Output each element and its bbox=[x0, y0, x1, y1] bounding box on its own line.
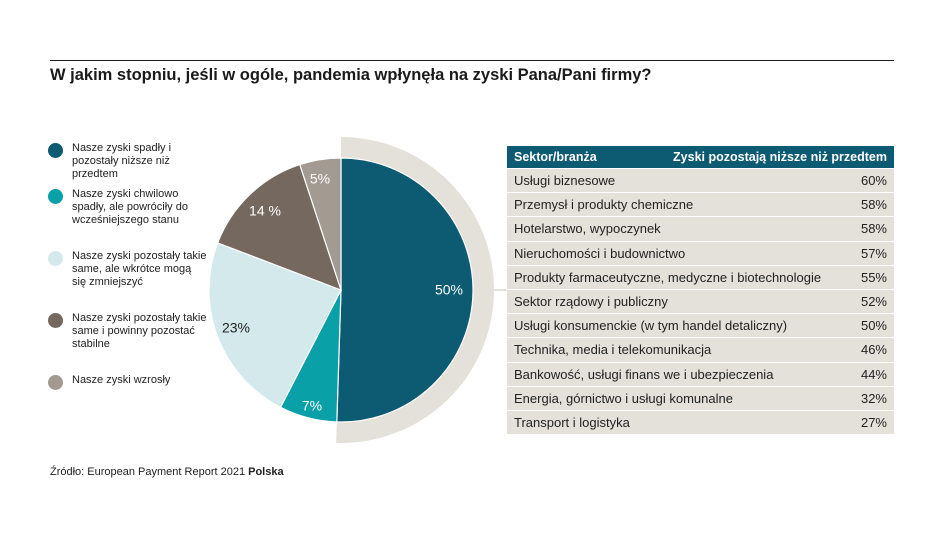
row-sector: Produkty farmaceutyczne, medyczne i biotechnologie bbox=[514, 269, 822, 285]
table-row bbox=[507, 363, 894, 386]
slice-label: 7% bbox=[301, 397, 323, 414]
row-sector: Usługi biznesowe bbox=[514, 173, 616, 189]
legend-label: Nasze zyski pozostały takie same, ale wkrótce mogą się zmniejszyć bbox=[72, 250, 207, 288]
row-value: 57% bbox=[860, 245, 887, 261]
slice-label: 5% bbox=[309, 170, 331, 187]
slice-label: 23% bbox=[221, 319, 251, 336]
row-sector: Przemysł i produkty chemiczne bbox=[514, 197, 694, 213]
source-note bbox=[50, 466, 284, 478]
table-row bbox=[507, 242, 894, 265]
table-row bbox=[507, 290, 894, 313]
row-value: 55% bbox=[860, 269, 887, 285]
row-value: 58% bbox=[860, 221, 887, 237]
source-country: Polska bbox=[248, 466, 284, 478]
row-sector: Nieruchomości i budownictwo bbox=[514, 245, 686, 261]
row-value: 52% bbox=[860, 294, 887, 310]
row-sector: Sektor rządowy i publiczny bbox=[514, 294, 668, 310]
row-value: 58% bbox=[860, 197, 887, 213]
legend-label: Nasze zyski spadły i pozostały niższe niż przedtem bbox=[72, 142, 172, 180]
table-row bbox=[507, 193, 894, 216]
sector-table bbox=[507, 146, 894, 434]
row-value: 27% bbox=[860, 414, 887, 430]
row-sector: Bankowość, usługi finans we i ubezpieczenia bbox=[514, 366, 774, 382]
row-value: 60% bbox=[860, 173, 887, 189]
table-row bbox=[507, 217, 894, 240]
table-row bbox=[507, 169, 894, 192]
slice-label: 14 % bbox=[249, 202, 281, 219]
legend-label: Nasze zyski wzrosły bbox=[72, 374, 171, 386]
header-sector: Sektor/branża bbox=[514, 150, 597, 164]
header-value: Zyski pozostają niższe niż przedtem bbox=[673, 150, 887, 164]
table-row bbox=[507, 266, 894, 289]
row-value: 32% bbox=[860, 390, 887, 406]
row-sector: Hotelarstwo, wypoczynek bbox=[514, 221, 661, 237]
chart-title: W jakim stopniu, jeśli w ogóle, pandemia wpłynęła na zyski Pana/Pani firmy? bbox=[50, 66, 652, 84]
table-header bbox=[507, 146, 894, 168]
row-value: 44% bbox=[860, 366, 887, 382]
slice-label: 50% bbox=[434, 281, 464, 298]
table-row bbox=[507, 387, 894, 410]
table-row bbox=[507, 314, 894, 337]
row-sector: Transport i logistyka bbox=[514, 414, 630, 430]
legend-label: Nasze zyski chwilowo spadły, ale powróciły do wcześniejszego stanu bbox=[72, 188, 188, 226]
legend-label: Nasze zyski pozostały takie same i powinny pozostać stabilne bbox=[72, 312, 207, 350]
row-sector: Technika, media i telekomunikacja bbox=[514, 342, 712, 358]
table-row bbox=[507, 411, 894, 434]
source-prefix: Źródło: European Payment Report 2021 bbox=[50, 466, 249, 478]
row-value: 46% bbox=[860, 342, 887, 358]
row-sector: Usługi konsumenckie (w tym handel detaliczny) bbox=[514, 318, 788, 334]
row-sector: Energia, górnictwo i usługi komunalne bbox=[514, 390, 733, 406]
table-row bbox=[507, 338, 894, 361]
row-value: 50% bbox=[860, 318, 887, 334]
